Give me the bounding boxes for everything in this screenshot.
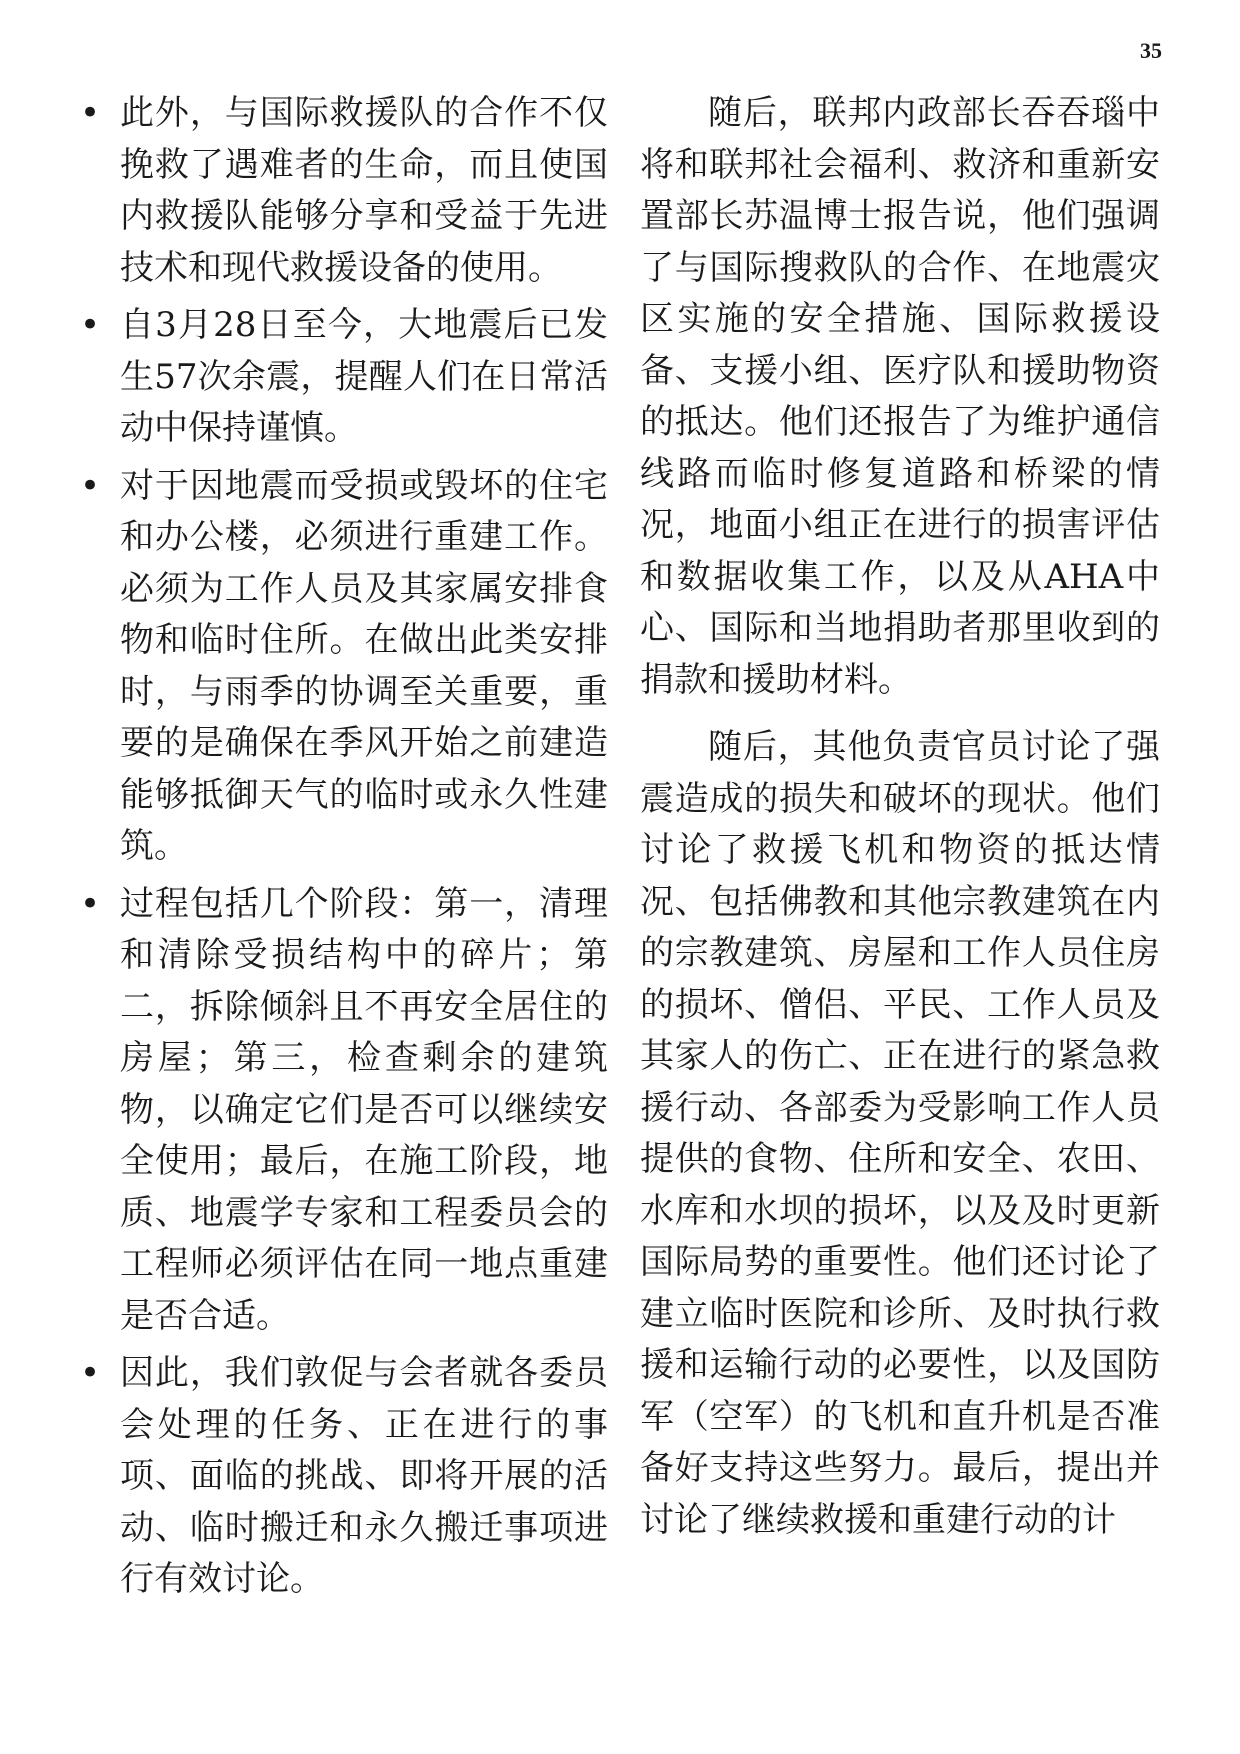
bullet-icon: • bbox=[80, 93, 101, 133]
bullet-item bbox=[76, 300, 608, 455]
body-paragraph: 随后，联邦内政部长吞吞瑙中将和联邦社会福利、救济和重新安置部长苏温博士报告说，他们强调了与国际搜救队的合作、在地震灾区实施的安全措施、国际救援设备、支援小组、医疗队和援助物资的抵达。他们还报告了为维护通信线路而临时修复道路和桥梁的情况，地面小组正在进行的损害评估和数据收集工作，以及从AHA中心、国际和当地捐助者那里收到的捐款和援助材料。 bbox=[640, 93, 1160, 700]
bullet-text: 自3月28日至今，大地震后已发生57次余震，提醒人们在日常活动中保持谨慎。 bbox=[120, 305, 608, 448]
bullet-list bbox=[76, 88, 608, 1606]
body-paragraph: 随后，其他负责官员讨论了强震造成的损失和破坏的现状。他们讨论了救援飞机和物资的抵达情况、包括佛教和其他宗教建筑在内的宗教建筑、房屋和工作人员住房的损坏、僧侣、平民、工作人员及其家人的伤亡、正在进行的紧急救援行动、各部委为受影响工作人员提供的食物、住所和安全、农田、水库和水坝的损坏，以及及时更新国际局势的重要性。他们还讨论了建立临时医院和诊所、及时执行救援和运输行动的必要性，以及国防军（空军）的飞机和直升机是否准备好支持这些努力。最后，提出并讨论了继续救援和重建行动的计 bbox=[640, 727, 1160, 1540]
left-column bbox=[76, 88, 608, 1612]
page-number: 35 bbox=[1140, 38, 1162, 63]
bullet-item bbox=[76, 1348, 608, 1606]
bullet-text: 因此，我们敦促与会者就各委员会处理的任务、正在进行的事项、面临的挑战、即将开展的活动、临时搬迁和永久搬迁事项进行有效讨论。 bbox=[120, 1353, 608, 1599]
bullet-item bbox=[76, 461, 608, 873]
bullet-icon: • bbox=[80, 883, 101, 924]
bullet-text: 过程包括几个阶段：第一，清理和清除受损结构中的碎片；第二，拆除倾斜且不再安全居住的房屋；第三，检查剩余的建筑物，以确定它们是否可以继续安全使用；最后，在施工阶段，地质、地震学专家和工程委员会的工程师必须评估在同一地点重建是否合适。 bbox=[120, 883, 608, 1336]
right-column bbox=[640, 88, 1160, 1562]
bullet-item bbox=[76, 88, 608, 294]
bullet-item bbox=[76, 879, 608, 1343]
bullet-icon: • bbox=[80, 1353, 101, 1393]
bullet-text: 此外，与国际救援队的合作不仅挽救了遇难者的生命，而且使国内救援队能够分享和受益于先进技术和现代救援设备的使用。 bbox=[120, 93, 608, 288]
bullet-text: 对于因地震而受损或毁坏的住宅和办公楼，必须进行重建工作。必须为工作人员及其家属安排食物和临时住所。在做出此类安排时，与雨季的协调至关重要，重要的是确保在季风开始之前建造能够抵御天气的临时或永久性建筑。 bbox=[120, 465, 608, 866]
bullet-icon: • bbox=[80, 465, 101, 506]
bullet-icon: • bbox=[80, 305, 101, 345]
